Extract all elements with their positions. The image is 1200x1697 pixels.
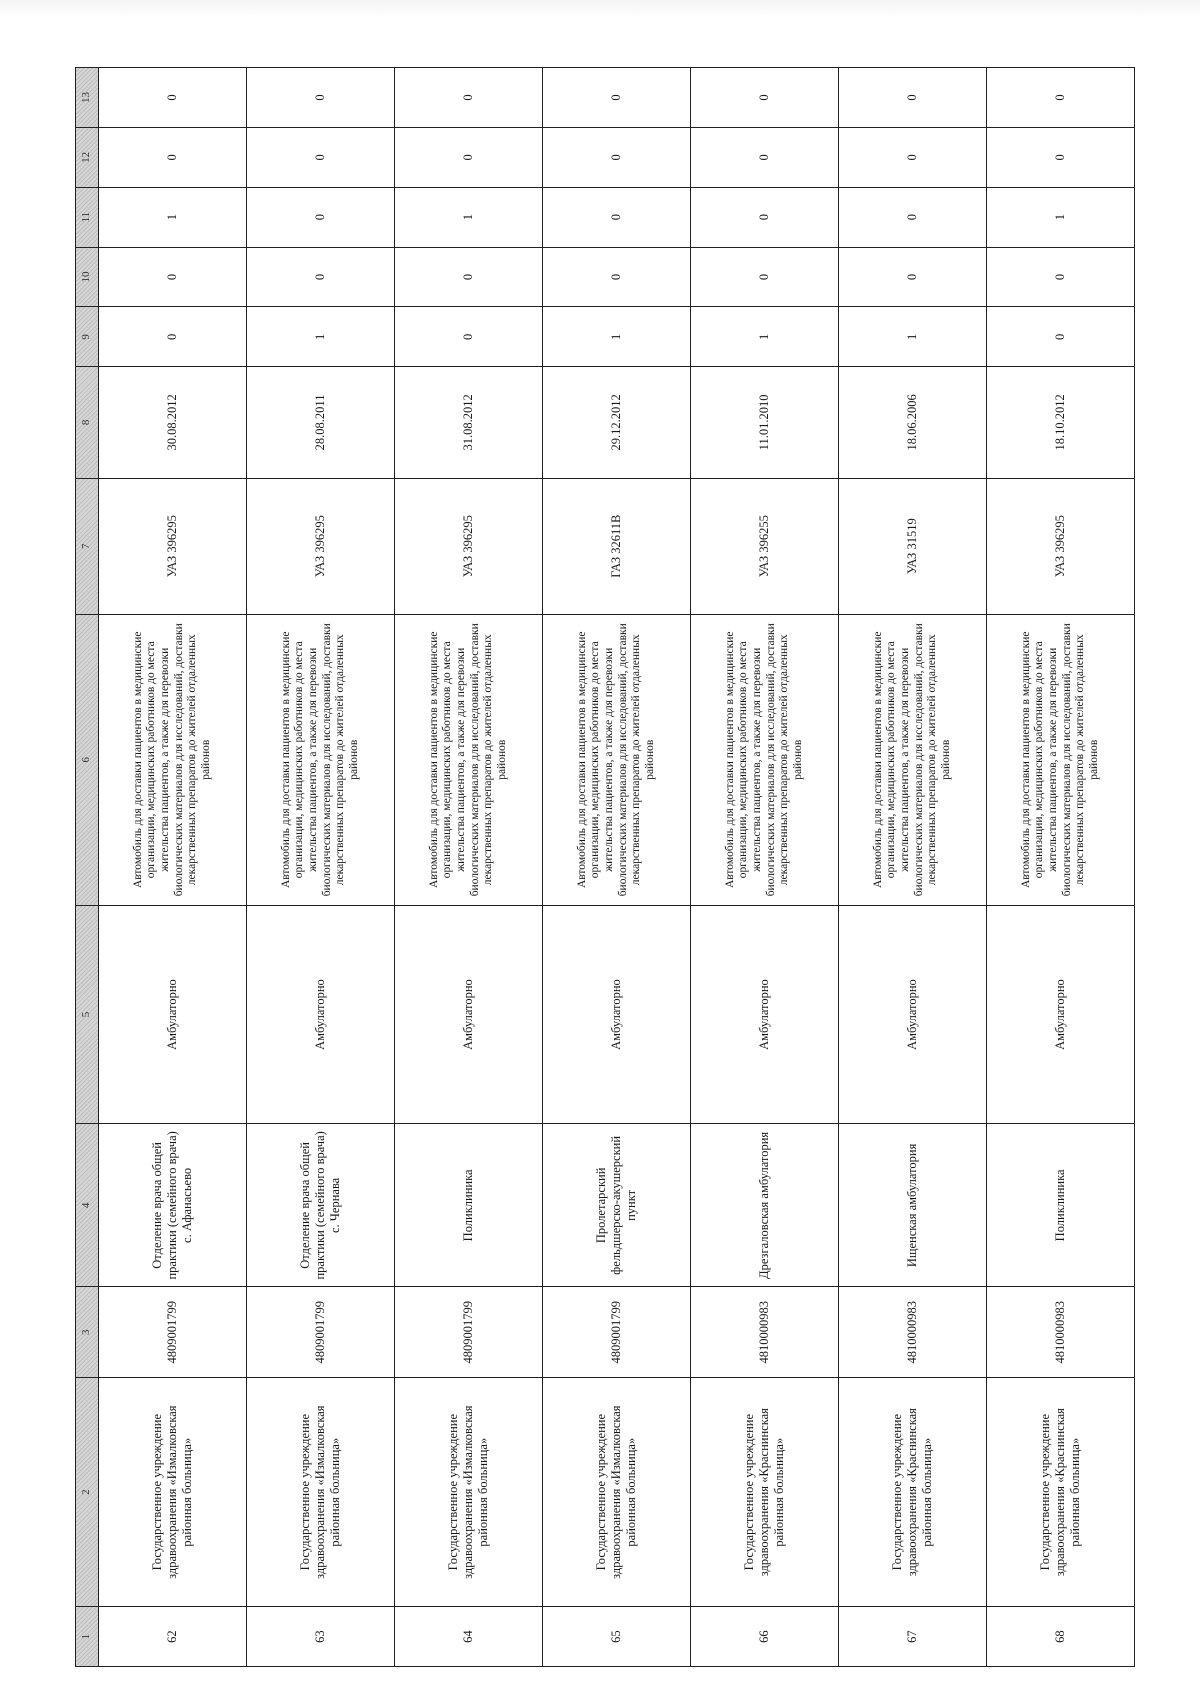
- table-row: [839, 68, 987, 1667]
- column-number: 2: [76, 1378, 99, 1607]
- column-number: 5: [76, 905, 99, 1124]
- value-col-10: 0: [543, 247, 691, 307]
- value-col-12: 0: [839, 127, 987, 187]
- rotated-table-wrapper: [75, 67, 1135, 1667]
- vehicle-model: ГАЗ 32611В: [543, 478, 691, 614]
- value-col-12: 0: [543, 127, 691, 187]
- value-col-10: 0: [395, 247, 543, 307]
- organization-name: Государственное учреждение здравоохранения «Измалковская районная больница»: [247, 1378, 395, 1607]
- vehicle-purpose: Автомобиль для доставки пациентов в медицинские организации, медицинских работников до места жительства пациентов, а также для перевозки биологических материалов для исследований, доставки лекарственных препаратов до жителей отдаленных районов: [247, 614, 395, 905]
- vehicle-model: УАЗ 396295: [987, 478, 1135, 614]
- row-number: 67: [839, 1607, 987, 1667]
- vehicle-purpose: Автомобиль для доставки пациентов в медицинские организации, медицинских работников до места жительства пациентов, а также для перевозки биологических материалов для исследований, доставки лекарственных препаратов до жителей отдаленных районов: [395, 614, 543, 905]
- date: 18.06.2006: [839, 367, 987, 478]
- date: 11.01.2010: [691, 367, 839, 478]
- vehicle-model: УАЗ 396295: [99, 478, 247, 614]
- value-col-10: 0: [691, 247, 839, 307]
- value-col-9: 1: [691, 307, 839, 367]
- table-row: [543, 68, 691, 1667]
- vehicle-purpose: Автомобиль для доставки пациентов в медицинские организации, медицинских работников до места жительства пациентов, а также для перевозки биологических материалов для исследований, доставки лекарственных препаратов до жителей отдаленных районов: [839, 614, 987, 905]
- value-col-9: 1: [839, 307, 987, 367]
- organization-name: Государственное учреждение здравоохранения «Краснинская районная больница»: [839, 1378, 987, 1607]
- value-col-13: 0: [247, 68, 395, 128]
- value-col-12: 0: [395, 127, 543, 187]
- inn: 4810000983: [987, 1287, 1135, 1378]
- subdivision: Ищенская амбулатория: [839, 1124, 987, 1287]
- vehicle-purpose: Автомобиль для доставки пациентов в медицинские организации, медицинских работников до места жительства пациентов, а также для перевозки биологических материалов для исследований, доставки лекарственных препаратов до жителей отдаленных районов: [543, 614, 691, 905]
- column-number: 10: [76, 247, 99, 307]
- value-col-13: 0: [99, 68, 247, 128]
- row-number: 65: [543, 1607, 691, 1667]
- value-col-13: 0: [395, 68, 543, 128]
- vehicle-model: УАЗ 31519: [839, 478, 987, 614]
- vehicle-model: УАЗ 396295: [247, 478, 395, 614]
- value-col-12: 0: [247, 127, 395, 187]
- subdivision: Поликлиника: [987, 1124, 1135, 1287]
- care-mode: Амбулаторно: [543, 905, 691, 1124]
- table-row: [395, 68, 543, 1667]
- value-col-9: 1: [247, 307, 395, 367]
- value-col-9: 1: [543, 307, 691, 367]
- subdivision: Поликлиника: [395, 1124, 543, 1287]
- column-number: 6: [76, 614, 99, 905]
- table-row: [987, 68, 1135, 1667]
- column-number: 13: [76, 68, 99, 128]
- value-col-11: 1: [987, 187, 1135, 247]
- table-row: [247, 68, 395, 1667]
- column-number: 11: [76, 187, 99, 247]
- column-number: 3: [76, 1287, 99, 1378]
- date: 29.12.2012: [543, 367, 691, 478]
- value-col-9: 0: [987, 307, 1135, 367]
- vehicle-model: УАЗ 396255: [691, 478, 839, 614]
- vehicles-table: [75, 67, 1135, 1667]
- care-mode: Амбулаторно: [247, 905, 395, 1124]
- value-col-11: 0: [247, 187, 395, 247]
- inn: 4809001799: [395, 1287, 543, 1378]
- value-col-12: 0: [99, 127, 247, 187]
- column-number: 12: [76, 127, 99, 187]
- care-mode: Амбулаторно: [395, 905, 543, 1124]
- inn: 4809001799: [99, 1287, 247, 1378]
- organization-name: Государственное учреждение здравоохранения «Краснинская районная больница»: [691, 1378, 839, 1607]
- value-col-10: 0: [987, 247, 1135, 307]
- column-number: 1: [76, 1607, 99, 1667]
- care-mode: Амбулаторно: [839, 905, 987, 1124]
- value-col-13: 0: [839, 68, 987, 128]
- date: 31.08.2012: [395, 367, 543, 478]
- column-number: 7: [76, 478, 99, 614]
- vehicle-purpose: Автомобиль для доставки пациентов в медицинские организации, медицинских работников до места жительства пациентов, а также для перевозки биологических материалов для исследований, доставки лекарственных препаратов до жителей отдаленных районов: [99, 614, 247, 905]
- date: 18.10.2012: [987, 367, 1135, 478]
- table-row: [691, 68, 839, 1667]
- value-col-12: 0: [691, 127, 839, 187]
- value-col-13: 0: [691, 68, 839, 128]
- date: 30.08.2012: [99, 367, 247, 478]
- value-col-11: 0: [839, 187, 987, 247]
- value-col-11: 0: [543, 187, 691, 247]
- column-number-header-row: [76, 68, 99, 1667]
- subdivision: Отделение врача общей практики (семейного врача) с. Чернава: [247, 1124, 395, 1287]
- value-col-13: 0: [987, 68, 1135, 128]
- column-number: 4: [76, 1124, 99, 1287]
- care-mode: Амбулаторно: [99, 905, 247, 1124]
- value-col-10: 0: [99, 247, 247, 307]
- inn: 4810000983: [839, 1287, 987, 1378]
- value-col-9: 0: [395, 307, 543, 367]
- inn: 4809001799: [543, 1287, 691, 1378]
- column-number: 9: [76, 307, 99, 367]
- organization-name: Государственное учреждение здравоохранения «Измалковская районная больница»: [543, 1378, 691, 1607]
- value-col-10: 0: [247, 247, 395, 307]
- inn: 4809001799: [247, 1287, 395, 1378]
- row-number: 62: [99, 1607, 247, 1667]
- scan-top-edge: [0, 0, 1200, 18]
- row-number: 68: [987, 1607, 1135, 1667]
- organization-name: Государственное учреждение здравоохранения «Краснинская районная больница»: [987, 1378, 1135, 1607]
- care-mode: Амбулаторно: [691, 905, 839, 1124]
- value-col-9: 0: [99, 307, 247, 367]
- value-col-11: 1: [395, 187, 543, 247]
- subdivision: Дрезгаловская амбулатория: [691, 1124, 839, 1287]
- value-col-11: 0: [691, 187, 839, 247]
- date: 28.08.2011: [247, 367, 395, 478]
- vehicle-purpose: Автомобиль для доставки пациентов в медицинские организации, медицинских работников до места жительства пациентов, а также для перевозки биологических материалов для исследований, доставки лекарственных препаратов до жителей отдаленных районов: [987, 614, 1135, 905]
- care-mode: Амбулаторно: [987, 905, 1135, 1124]
- value-col-11: 1: [99, 187, 247, 247]
- row-number: 64: [395, 1607, 543, 1667]
- table-row: [99, 68, 247, 1667]
- column-number: 8: [76, 367, 99, 478]
- subdivision: Отделение врача общей практики (семейного врача) с. Афанасьево: [99, 1124, 247, 1287]
- row-number: 66: [691, 1607, 839, 1667]
- inn: 4810000983: [691, 1287, 839, 1378]
- vehicle-model: УАЗ 396295: [395, 478, 543, 614]
- value-col-13: 0: [543, 68, 691, 128]
- organization-name: Государственное учреждение здравоохранения «Измалковская районная больница»: [99, 1378, 247, 1607]
- row-number: 63: [247, 1607, 395, 1667]
- organization-name: Государственное учреждение здравоохранения «Измалковская районная больница»: [395, 1378, 543, 1607]
- value-col-12: 0: [987, 127, 1135, 187]
- subdivision: Пролетарский фельдшерско-акушерский пункт: [543, 1124, 691, 1287]
- value-col-10: 0: [839, 247, 987, 307]
- vehicle-purpose: Автомобиль для доставки пациентов в медицинские организации, медицинских работников до места жительства пациентов, а также для перевозки биологических материалов для исследований, доставки лекарственных препаратов до жителей отдаленных районов: [691, 614, 839, 905]
